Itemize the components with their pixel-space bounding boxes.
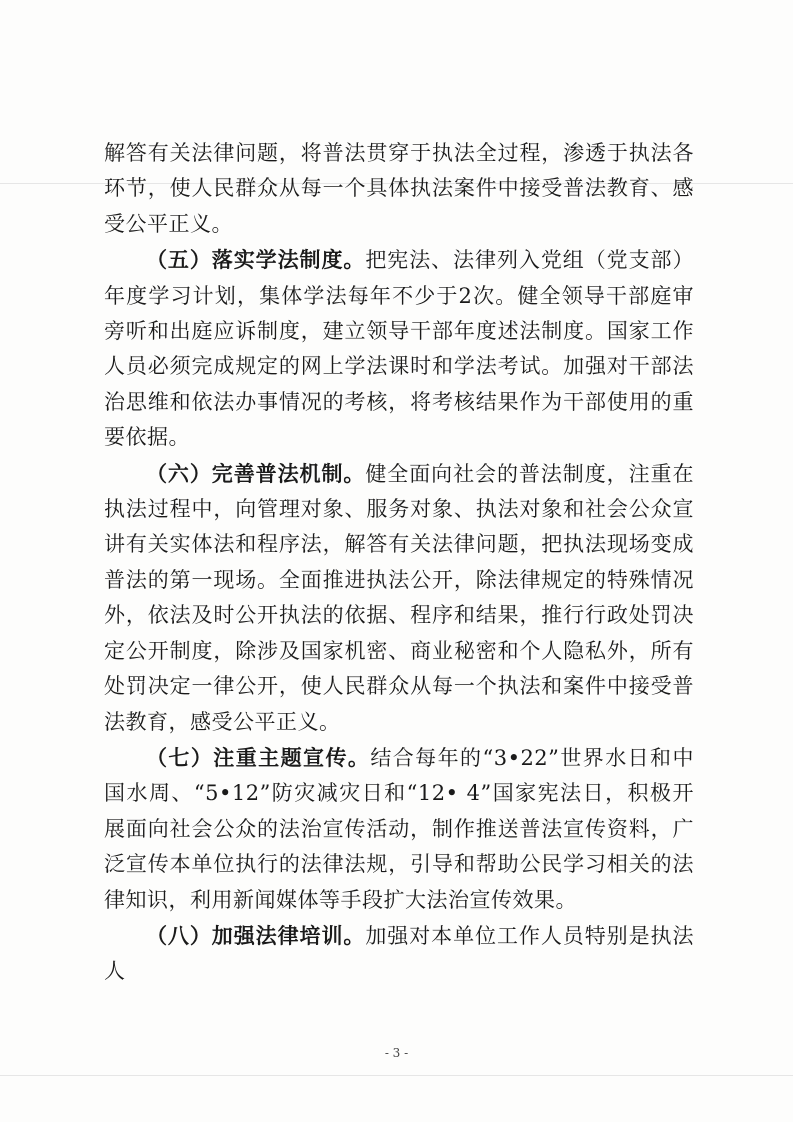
document-body [104, 136, 694, 990]
paragraph-5 [104, 242, 694, 455]
paragraph-heading: （八）加强法律培训。 [146, 922, 366, 948]
paragraph-text: 把宪法、法律列入党组（党支部）年度学习计划，集体学法每年不少于2次。健全领导干部庭审旁听和出庭应诉制度，建立领导干部年度述法制度。国家工作人员必须完成规定的网上学法课时和学法考试。加强对干部法治思维和依法办事情况的考核，将考核结果作为干部使用的重要依据。 [104, 248, 694, 450]
paragraph-heading: （六）完善普法机制。 [146, 460, 366, 486]
scan-artifact-line [0, 1075, 793, 1076]
paragraph-heading: （七）注重主题宣传。 [146, 744, 371, 770]
paragraph-text: 健全面向社会的普法制度，注重在执法过程中，向管理对象、服务对象、执法对象和社会公众宣讲有关实体法和程序法，解答有关法律问题，把执法现场变成普法的第一现场。全面推进执法公开，除法律规定的特殊情况外，依法及时公开执法的依据、程序和结果，推行行政处罚决定公开制度，除涉及国家机密、商业秘密和个人隐私外，所有处罚决定一律公开，使人民群众从每一个执法和案件中接受普法教育，感受公平正义。 [104, 461, 694, 734]
paragraph-heading: （五）落实学法制度。 [146, 247, 366, 273]
paragraph-8 [104, 918, 694, 990]
paragraph-continuation [104, 136, 694, 242]
paragraph-text: 解答有关法律问题，将普法贯穿于执法全过程，渗透于执法各环节，使人民群众从每一个具体执法案件中接受普法教育、感受公平正义。 [104, 141, 694, 236]
paragraph-7 [104, 740, 694, 918]
paragraph-text: 加强对本单位工作人员特别是执法人 [104, 923, 694, 984]
paragraph-6 [104, 456, 694, 740]
paragraph-text: 结合每年的“3•22”世界水日和中国水周、“5•12”防灾减灾日和“12• 4”国家宪法日，积极开展面向社会公众的法治宣传活动，制作推送普法宣传资料，广泛宣传本单位执行的法律法规，引导和帮助公民学习相关的法律知识，利用新闻媒体等手段扩大法治宣传效果。 [104, 745, 694, 912]
page-number: - 3 - [384, 1046, 409, 1060]
